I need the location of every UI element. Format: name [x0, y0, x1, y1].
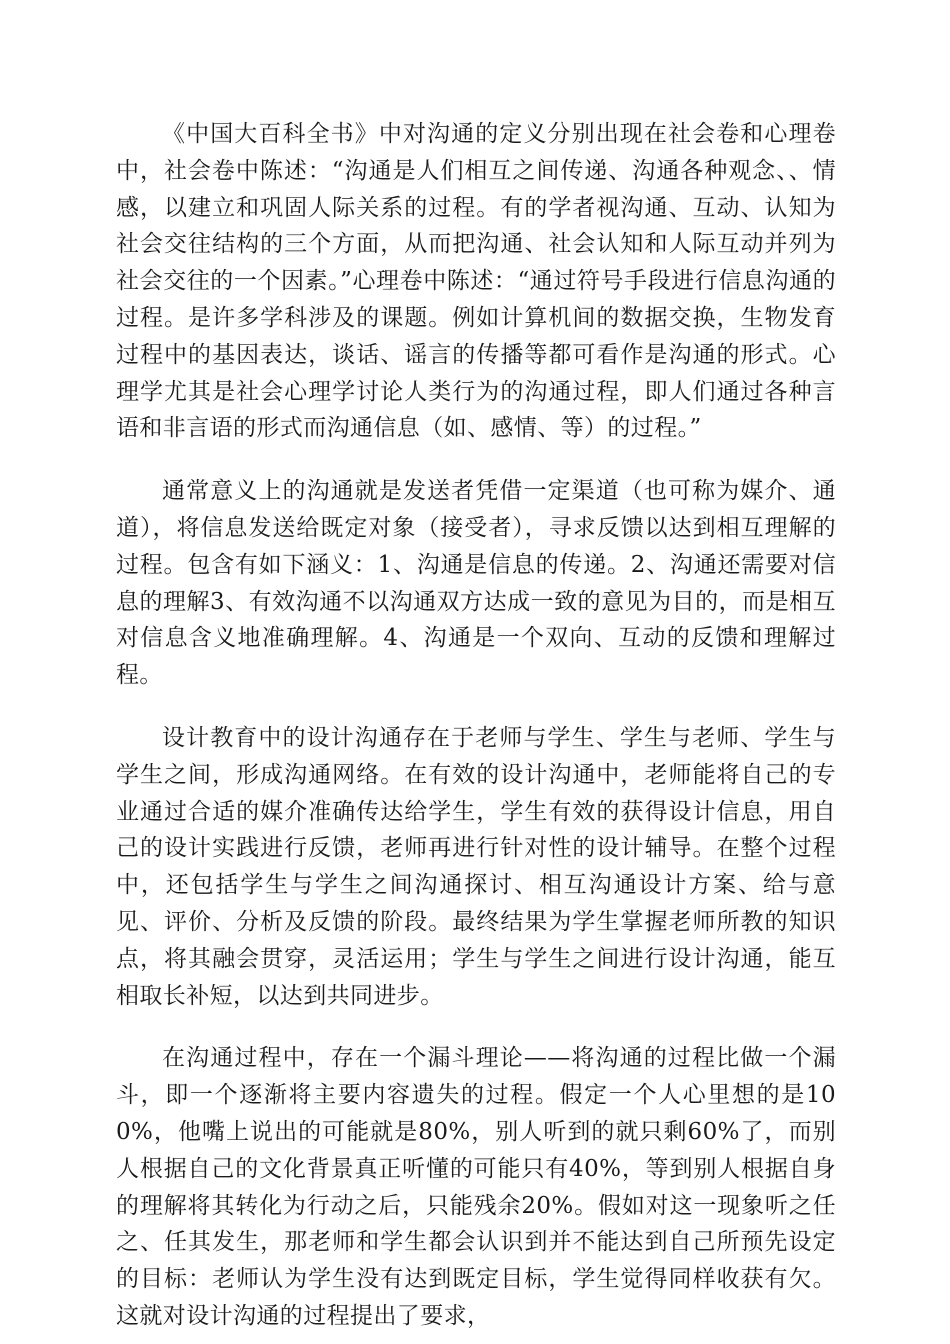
paragraph-funnel-theory: 在沟通过程中，存在一个漏斗理论——将沟通的过程比做一个漏斗，即一个逐渐将主要内容遗失的过程。假定一个人心里想的是100%，他嘴上说出的可能就是80%，别人听到的就只剩60%了，而别人根据自己的文化背景真正听懂的可能只有40%，等到别人根据自身的理解将其转化为行动之后，只能残余20%。假如对这一现象听之任之、任其发生，那老师和学生都会认识到并不能达到自己所预先设定的目标：老师认为学生没有达到既定目标，学生觉得同样收获有欠。这就对设计沟通的过程提出了要求，: [116, 1045, 836, 1329]
paragraph-encyclopedia-definition: 《中国大百科全书》中对沟通的定义分别出现在社会卷和心理卷中，社会卷中陈述：“沟通是人们相互之间传递、沟通各种观念、、情感，以建立和巩固人际关系的过程。有的学者视沟通、互动、认知为社会交往结构的三个方面，从而把沟通、社会认知和人际互动并列为社会交往的一个因素。”心理卷中陈述：“通过符号手段进行信息沟通的过程。是许多学科涉及的课题。例如计算机间的数据交换，生物发育过程中的基因表达，谈话、谣言的传播等都可看作是沟通的形式。心理学尤其是社会心理学讨论人类行为的沟通过程，即人们通过各种言语和非言语的形式而沟通信息（如、感情、等）的过程。”: [116, 121, 836, 442]
paragraph-design-education: 设计教育中的设计沟通存在于老师与学生、学生与老师、学生与学生之间，形成沟通网络。在有效的设计沟通中，老师能将自己的专业通过合适的媒介准确传达给学生，学生有效的获得设计信息，用自己的设计实践进行反馈，老师再进行针对性的设计辅导。在整个过程中，还包括学生与学生之间沟通探讨、相互沟通设计方案、给与意见、评价、分析及反馈的阶段。最终结果为学生掌握老师所教的知识点，将其融会贯穿，灵活运用；学生与学生之间进行设计沟通，能互相取长补短，以达到共同进步。: [116, 724, 836, 1009]
paragraph-general-meaning: 通常意义上的沟通就是发送者凭借一定渠道（也可称为媒介、通道），将信息发送给既定对象（接受者），寻求反馈以达到相互理解的过程。包含有如下涵义：1、沟通是信息的传递。2、沟通还需要对信息的理解3、有效沟通不以沟通双方达成一致的意见为目的，而是相互对信息含义地准确理解。4、沟通是一个双向、互动的反馈和理解过程。: [116, 478, 836, 689]
document-body: [116, 116, 836, 1335]
